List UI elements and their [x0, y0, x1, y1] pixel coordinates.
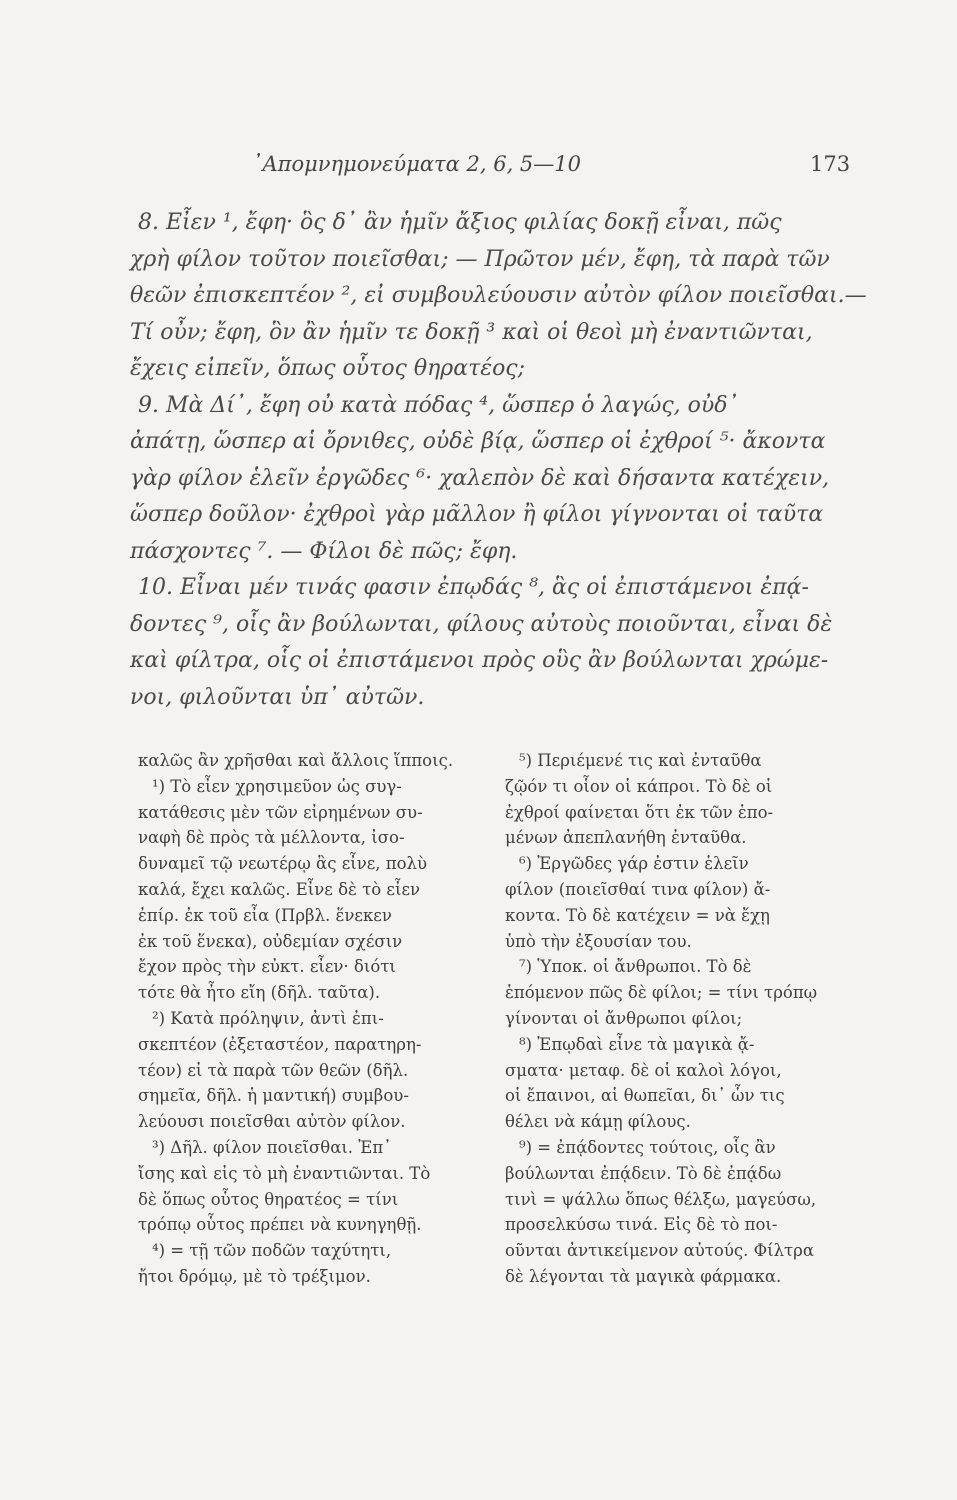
footnote-line: προσελκύσω τινά. Εἰς δὲ τὸ ποι- [505, 1215, 778, 1235]
footnote-line: μένων ἀπεπλανήθη ἐνταῦθα. [505, 828, 747, 848]
footnote-line: ἔχον πρὸς τὴν εὐκτ. εἶεν· διότι [138, 957, 396, 977]
footnotes-right-column [505, 748, 820, 1290]
page-header [0, 152, 957, 182]
text-line: 9. Μὰ Δί᾿, ἔφη οὐ κατὰ πόδας ⁴, ὥσπερ ὁ λαγώς, οὐδ᾿ [138, 392, 739, 418]
main-text [130, 205, 867, 716]
footnote-line: βούλωνται ἐπᾴδειν. Τὸ δὲ ἐπᾴδω [505, 1163, 782, 1183]
footnote-line: καλῶς ἂν χρῆσθαι καὶ ἄλλοις ἵπποις. [138, 751, 454, 770]
footnote-line: καλά, ἔχει καλῶς. Εἶνε δὲ τὸ εἶεν [138, 879, 421, 899]
text-line: ἔχεις εἰπεῖν, ὅπως οὗτος θηρατέος; [130, 356, 526, 381]
footnote-line: οἱ ἔπαινοι, αἱ θωπεῖαι, δι᾿ ὧν τις [505, 1086, 785, 1106]
footnote-line: ὑπὸ τὴν ἐξουσίαν του. [505, 931, 692, 951]
text-line: 10. Εἶναι μέν τινάς φασιν ἐπῳδάς ⁸, ἃς οἱ ἐπιστάμενοι ἐπᾴ- [138, 575, 809, 600]
footnote-line: τέον) εἰ τὰ παρὰ τῶν θεῶν (δῆλ. [138, 1060, 409, 1080]
text-line: πάσχοντες ⁷. — Φίλοι δὲ πῶς; ἔφη. [130, 538, 518, 564]
footnote-line: σημεῖα, δῆλ. ἡ μαντική) συμβου- [138, 1086, 409, 1106]
text-line: χρὴ φίλον τοῦτον ποιεῖσθαι; — Πρῶτον μέν, ἔφη, τὰ παρὰ τῶν [130, 246, 830, 272]
footnote-line: κατάθεσις μὲν τῶν εἰρημένων συ- [138, 802, 423, 822]
footnote-line: ²) Κατὰ πρόληψιν, ἀντὶ ἐπι- [152, 1008, 384, 1028]
footnote-line: ἤτοι δρόμῳ, μὲ τὸ τρέξιμον. [138, 1266, 371, 1286]
footnote-line: δὲ λέγονται τὰ μαγικὰ φάρμακα. [505, 1266, 782, 1286]
footnote-line: ἐχθροί φαίνεται ὅτι ἐκ τῶν ἑπο- [505, 802, 774, 822]
footnote-line: ἐκ τοῦ ἕνεκα), οὐδεμίαν σχέσιν [138, 931, 403, 951]
text-line: γὰρ φίλον ἑλεῖν ἐργῶδες ⁶· χαλεπὸν δὲ καὶ δήσαντα κατέχειν, [130, 465, 830, 491]
footnote-line: θέλει νὰ κάμῃ φίλους. [505, 1112, 691, 1132]
page-number: 173 [810, 152, 851, 176]
footnote-line: ⁹) = ἐπᾴδοντες τούτοις, οἷς ἂν [519, 1137, 776, 1157]
footnote-line: ⁷) Ὑποκ. οἱ ἄνθρωποι. Τὸ δὲ [519, 957, 752, 977]
text-line: δοντες ⁹, οἷς ἂν βούλωνται, φίλους αὐτοὺς ποιοῦνται, εἶναι δὲ [130, 611, 833, 637]
footnote-line: τρόπῳ οὗτος πρέπει νὰ κυνηγηθῇ. [138, 1215, 422, 1235]
footnote-line: δυναμεῖ τῷ νεωτέρῳ ἃς εἶνε, πολὺ [138, 854, 428, 874]
footnote-line: οῦνται ἀντικείμενον αὐτούς. Φίλτρα [505, 1241, 815, 1261]
footnote-line: ⁴) = τῇ τῶν ποδῶν ταχύτητι, [152, 1241, 392, 1261]
text-line: ἀπάτῃ, ὥσπερ αἱ ὄρνιθες, οὐδὲ βίᾳ, ὥσπερ οἱ ἐχθροί ⁵· ἄκοντα [130, 429, 826, 454]
footnote-line: ⁶) Ἐργῶδες γάρ ἐστιν ἑλεῖν [519, 854, 749, 874]
footnotes-left-column [138, 748, 460, 1290]
footnote-line: ἴσης καὶ εἰς τὸ μὴ ἐναντιῶνται. Τὸ [138, 1163, 431, 1183]
footnote-line: λεύουσι ποιεῖσθαι αὐτὸν φίλον. [138, 1112, 406, 1132]
footnote-line: γίνονται οἱ ἄνθρωποι φίλοι; [505, 1008, 743, 1028]
footnote-line: σκεπτέον (ἐξεταστέον, παρατηρη- [138, 1034, 422, 1054]
footnote-line: ¹) Τὸ εἶεν χρησιμεῦον ὡς συγ- [152, 776, 402, 796]
footnote-line: ³) Δῆλ. φίλον ποιεῖσθαι. Ἐπ᾿ [152, 1137, 392, 1157]
footnote-line: ⁸) Ἐπῳδαὶ εἶνε τὰ μαγικὰ ᾄ- [519, 1034, 755, 1054]
footnote-line: ναφὴ δὲ πρὸς τὰ μέλλοντα, ἰσο- [138, 828, 405, 848]
footnote-line: δὲ ὅπως οὗτος θηρατέος = τίνι [138, 1189, 399, 1209]
text-line: 8. Εἶεν ¹, ἔφη· ὃς δ᾿ ἂν ἡμῖν ἄξιος φιλίας δοκῇ εἶναι, πῶς [138, 210, 782, 235]
footnote-line: τινὶ = ψάλλω ὅπως θέλξω, μαγεύσω, [505, 1189, 817, 1209]
running-title: ᾿Απομνημονεύματα 2, 6, 5—10 [252, 152, 582, 176]
footnote-line: σματα· μεταφ. δὲ οἱ καλοὶ λόγοι, [505, 1060, 782, 1080]
footnote-line: ἑπόμενον πῶς δὲ φίλοι; = τίνι τρόπῳ [505, 983, 818, 1003]
footnote-line: φίλον (ποιεῖσθαί τινα φίλον) ἄ- [505, 879, 771, 899]
text-line: Τί οὖν; ἔφη, ὃν ἂν ἡμῖν τε δοκῇ ³ καὶ οἱ θεοὶ μὴ ἐναντιῶνται, [130, 319, 813, 345]
text-line: νοι, φιλοῦνται ὑπ᾿ αὐτῶν. [130, 684, 425, 710]
text-line: ὥσπερ δοῦλον· ἐχθροὶ γὰρ μᾶλλον ἢ φίλοι γίγνονται οἱ ταῦτα [130, 502, 824, 527]
footnote-line: ζῷόν τι οἷον οἱ κάπροι. Τὸ δὲ οἱ [505, 776, 773, 796]
footnote-line: ⁵) Περιέμενέ τις καὶ ἐνταῦθα [519, 751, 762, 770]
footnote-line: ἐπίρ. ἐκ τοῦ εἶα (Πρβλ. ἕνεκεν [138, 905, 392, 925]
text-line: καὶ φίλτρα, οἷς οἱ ἐπιστάμενοι πρὸς οὓς ἂν βούλωνται χρώμε- [130, 648, 829, 673]
footnote-line: κοντα. Τὸ δὲ κατέχειν = νὰ ἔχῃ [505, 905, 770, 925]
footnote-line: τότε θὰ ἦτο εἴη (δῆλ. ταῦτα). [138, 983, 381, 1003]
text-line: θεῶν ἐπισκεπτέον ², εἰ συμβουλεύουσιν αὐτὸν φίλον ποιεῖσθαι.— [130, 283, 867, 308]
